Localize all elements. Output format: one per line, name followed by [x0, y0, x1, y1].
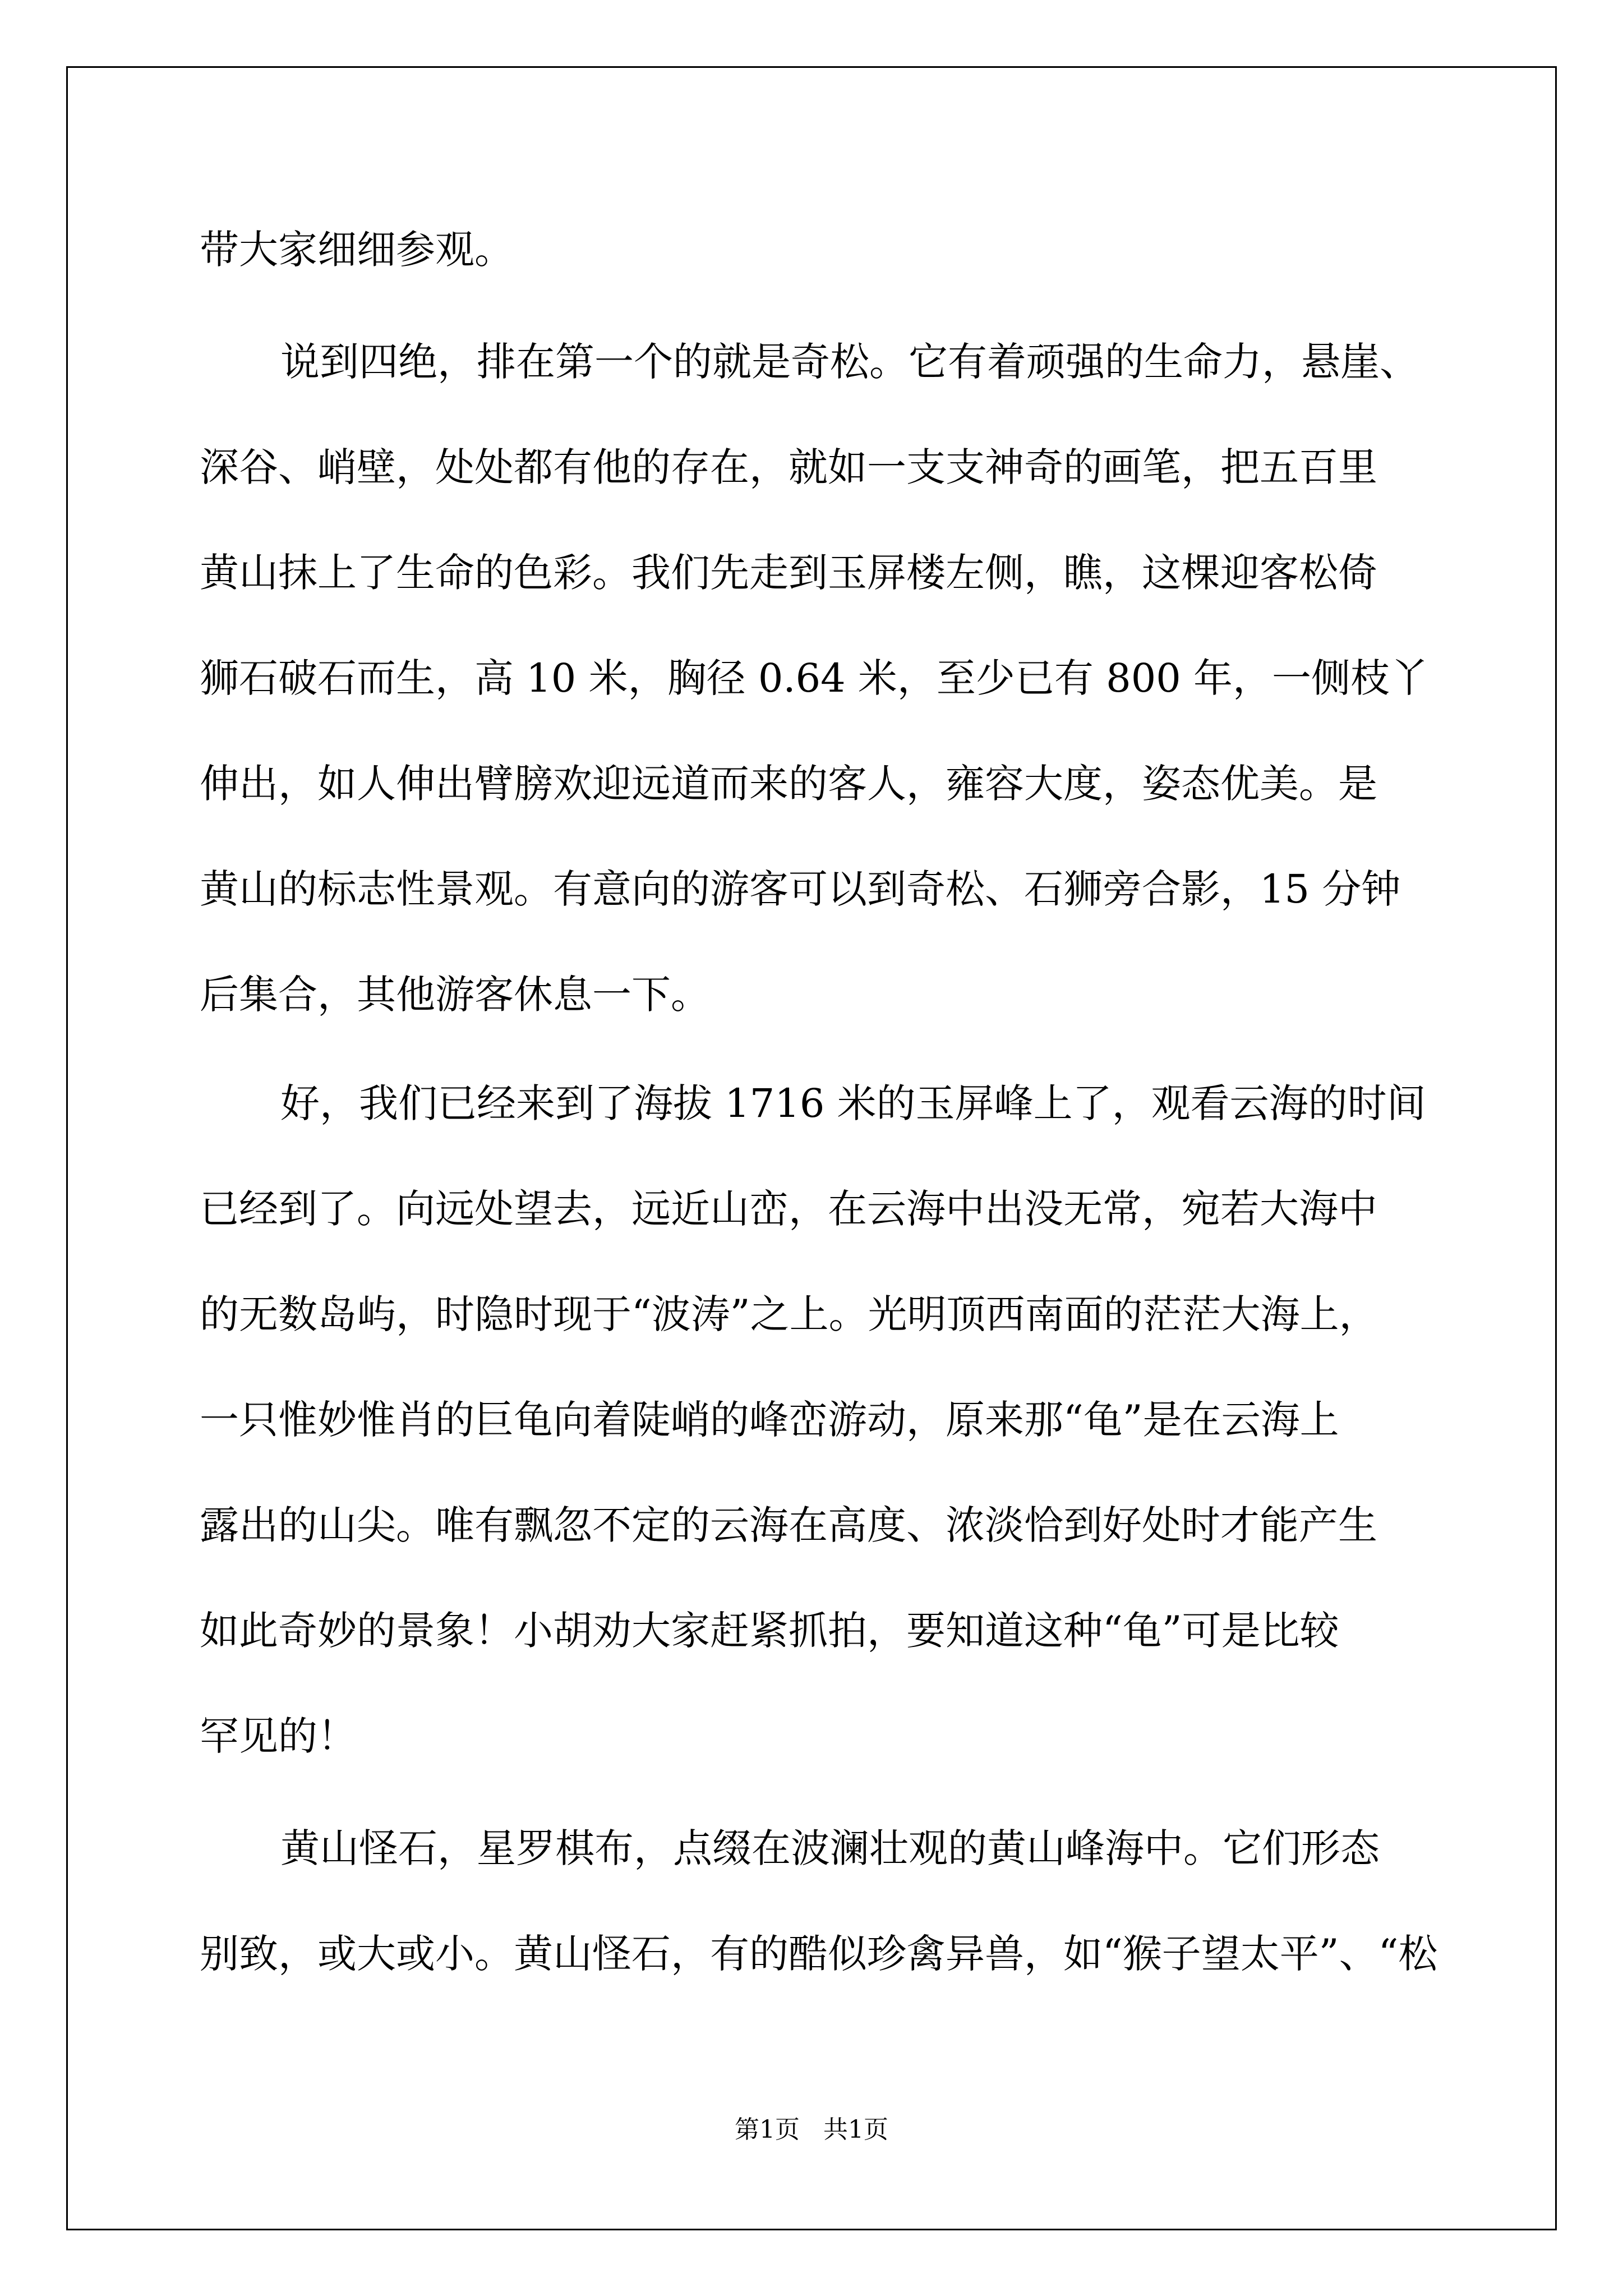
text-line: 深谷、峭壁，处处都有他的存在，就如一支支神奇的画笔，把五百里 — [200, 444, 1377, 490]
text-line: 的无数岛屿，时隐时现于“波涛”之上。光明顶西南面的茫茫大海上， — [200, 1291, 1378, 1337]
page-number-total: 共1页 — [823, 2115, 888, 2144]
text-line: 后集合，其他游客休息一下。 — [200, 972, 710, 1018]
page-number-current: 第1页 — [735, 2115, 800, 2144]
paragraph-first-line: 说到四绝，排在第一个的就是奇松。它有着顽强的生命力，悬崖、 — [280, 339, 1419, 385]
paragraph-first-line: 黄山怪石，星罗棋布，点缀在波澜壮观的黄山峰海中。它们形态 — [280, 1825, 1380, 1871]
text-line: 带大家细细参观。 — [200, 227, 514, 273]
text-line: 黄山的标志性景观。有意向的游客可以到奇松、石狮旁合影，15 分钟 — [200, 866, 1401, 912]
text-line: 黄山抹上了生命的色彩。我们先走到玉屏楼左侧，瞧，这棵迎客松倚 — [200, 550, 1377, 596]
paragraph-first-line: 好，我们已经来到了海拔 1716 米的玉屏峰上了，观看云海的时间 — [280, 1080, 1426, 1126]
text-line: 已经到了。向远处望去，远近山峦，在云海中出没无常，宛若大海中 — [200, 1186, 1377, 1232]
text-line: 罕见的！ — [200, 1713, 357, 1759]
text-line: 伸出，如人伸出臂膀欢迎远道而来的客人，雍容大度，姿态优美。是 — [200, 761, 1377, 807]
text-line: 别致，或大或小。黄山怪石，有的酷似珍禽异兽，如“猴子望太平”、“松 — [200, 1931, 1438, 1977]
text-line: 一只惟妙惟肖的巨龟向着陡峭的峰峦游动，原来那“龟”是在云海上 — [200, 1397, 1339, 1443]
text-line: 狮石破石而生，高 10 米，胸径 0.64 米，至少已有 800 年，一侧枝丫 — [200, 655, 1430, 701]
page-footer — [0, 2109, 1623, 2145]
text-line: 如此奇妙的景象！小胡劝大家赶紧抓拍，要知道这种“龟”可是比较 — [200, 1608, 1339, 1654]
text-line: 露出的山尖。唯有飘忽不定的云海在高度、浓淡恰到好处时才能产生 — [200, 1502, 1377, 1548]
